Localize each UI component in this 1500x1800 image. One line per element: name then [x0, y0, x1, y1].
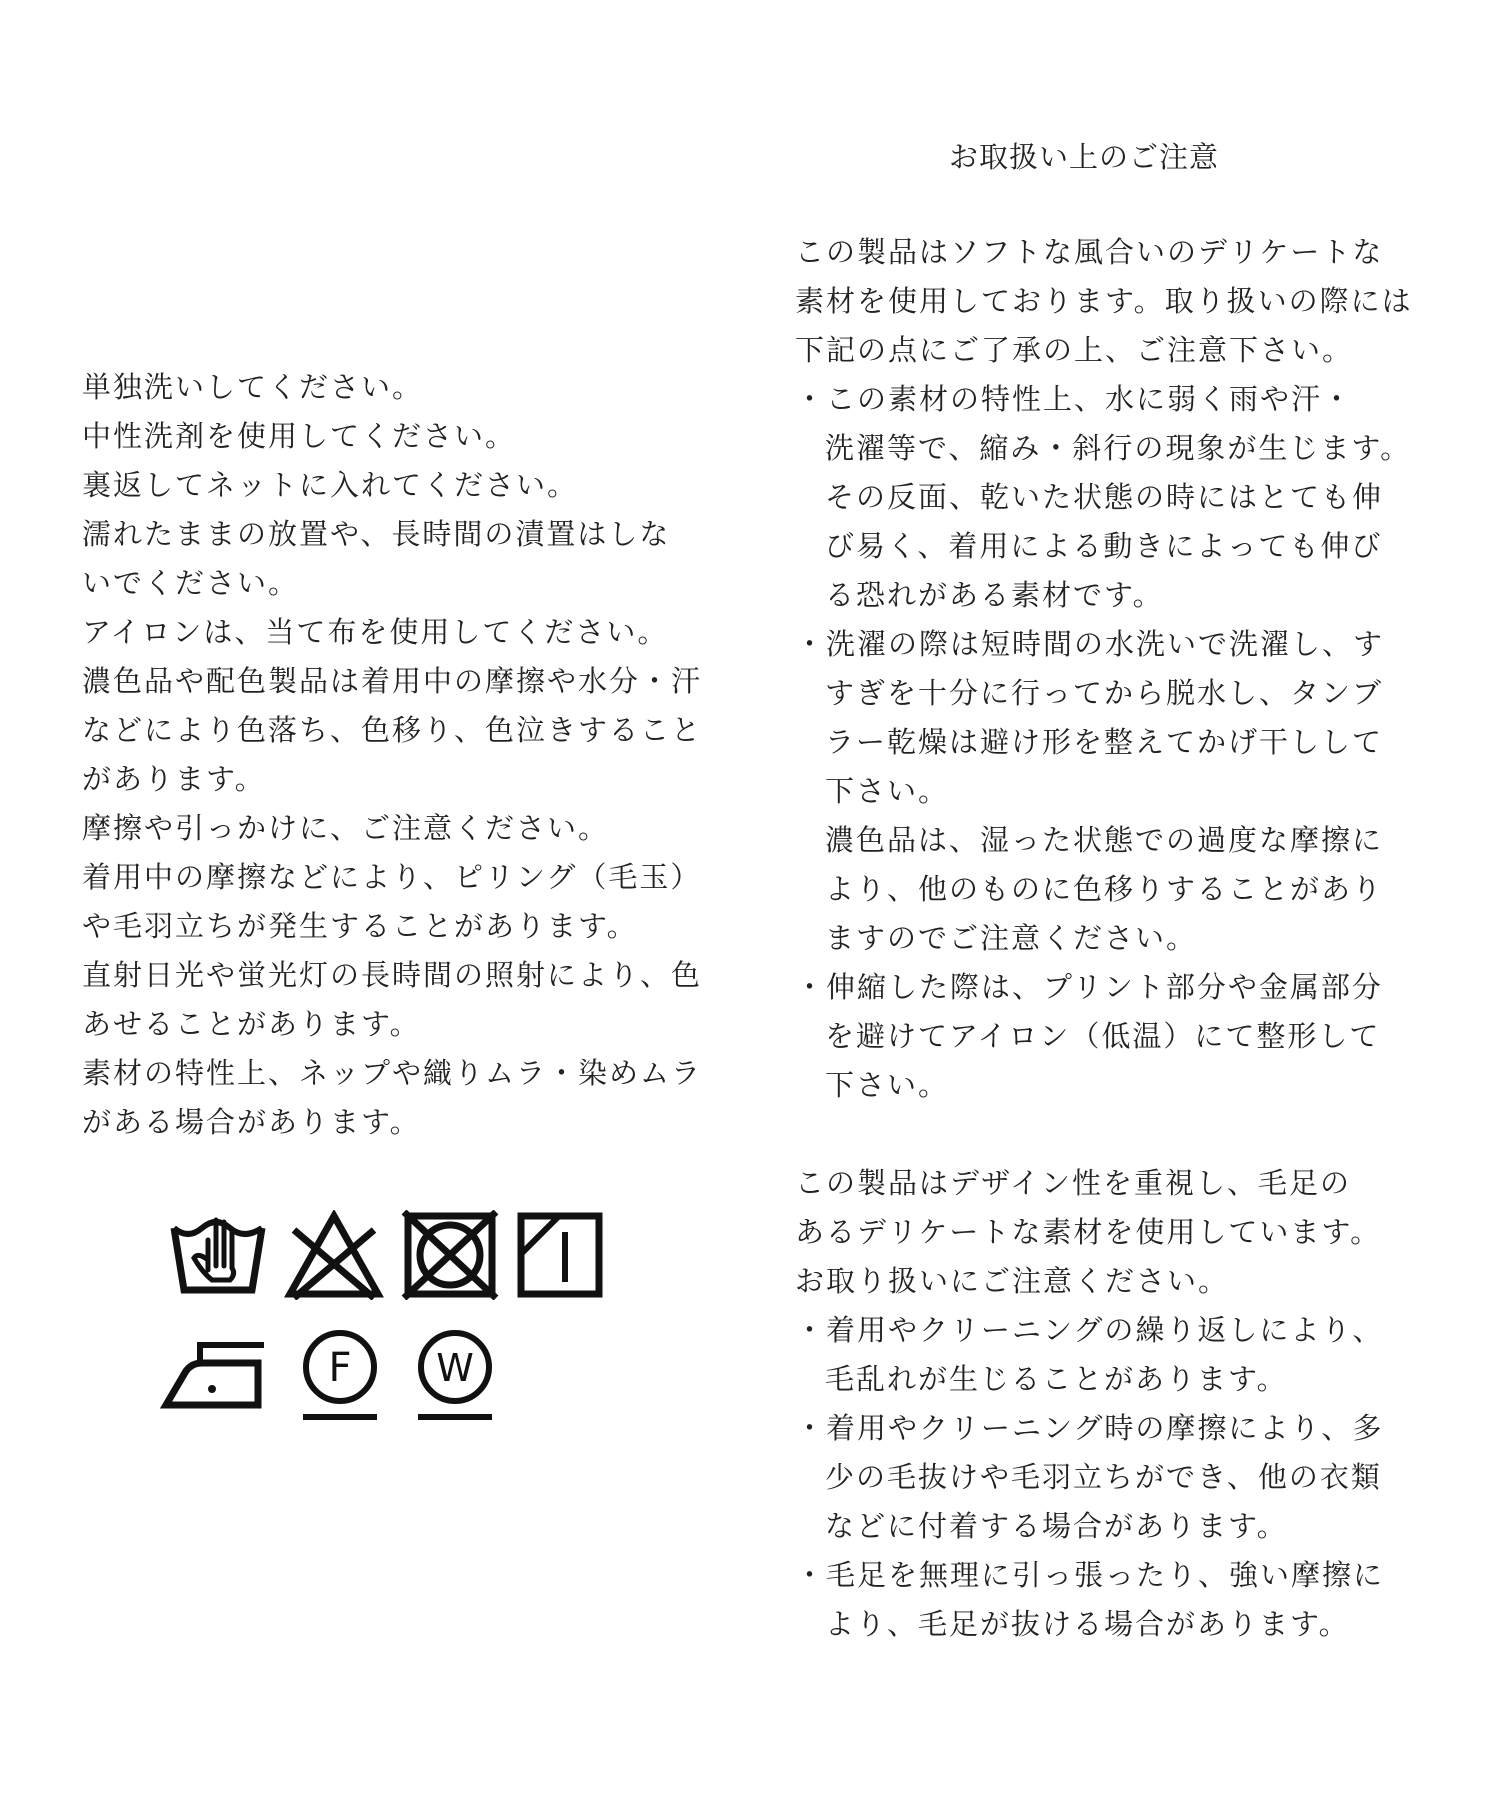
text-line: 直射日光や蛍光灯の長時間の照射により、色: [82, 958, 703, 992]
right-care-notes: [795, 228, 1445, 1649]
no-bleach-icon: [284, 1210, 384, 1300]
text-line: あるデリケートな素材を使用しています。: [795, 1215, 1382, 1249]
text-line: ラー乾燥は避け形を整えてかげ干しして: [825, 725, 1384, 759]
dry-clean-letter: F: [328, 1345, 352, 1391]
no-tumble-dry-icon: [400, 1210, 500, 1300]
text-line: 濃色品や配色製品は着用中の摩擦や水分・汗: [82, 664, 703, 698]
text-line: あせることがあります。: [82, 1007, 421, 1041]
text-line: お取り扱いにご注意ください。: [795, 1264, 1230, 1298]
bullet-line: ・着用やクリーニング時の摩擦により、多: [795, 1411, 1384, 1445]
bullet-line: ・洗濯の際は短時間の水洗いで洗濯し、す: [795, 627, 1385, 661]
text-line: 洗濯等で、縮み・斜行の現象が生じます。: [825, 431, 1412, 465]
text-line: 濃色品は、湿った状態での過度な摩擦に: [825, 823, 1384, 857]
text-line: 単独洗いしてください。: [82, 370, 424, 404]
iron-low-icon: [160, 1335, 270, 1415]
text-line: などに付着する場合があります。: [825, 1509, 1288, 1543]
text-line: を避けてアイロン（低温）にて整形して: [825, 1019, 1381, 1053]
hand-wash-icon: [168, 1200, 268, 1300]
text-line: 素材の特性上、ネップや織りムラ・染めムラ: [82, 1056, 703, 1090]
left-care-instructions: [82, 363, 722, 1147]
text-line: や毛羽立ちが発生することがあります。: [82, 909, 638, 943]
text-line: 裏返してネットに入れてください。: [82, 468, 579, 502]
text-line: より、毛足が抜ける場合があります。: [825, 1607, 1350, 1641]
wet-clean-letter: W: [436, 1346, 474, 1390]
text-line: び易く、着用による動きによっても伸び: [825, 529, 1383, 563]
wet-clean-w-icon: [410, 1325, 500, 1425]
bullet-line: ・伸縮した際は、プリント部分や金属部分: [795, 970, 1383, 1004]
bullet-line: ・毛足を無理に引っ張ったり、強い摩擦に: [795, 1558, 1385, 1592]
text-line: 濡れたままの放置や、長時間の漬置はしな: [82, 517, 671, 551]
text-line: がある場合があります。: [82, 1105, 421, 1139]
text-line: などにより色落ち、色移り、色泣きすること: [82, 713, 703, 747]
text-line: 下記の点にご了承の上、ご注意下さい。: [795, 333, 1354, 367]
line-dry-icon: [515, 1210, 605, 1300]
text-line: 着用中の摩擦などにより、ピリング（毛玉）: [82, 860, 702, 894]
text-line: すぎを十分に行ってから脱水し、タンブ: [825, 676, 1384, 710]
care-symbols: [160, 1200, 600, 1430]
text-line: 毛乱れが生じることがあります。: [825, 1362, 1288, 1396]
text-line: 摩擦や引っかけに、ご注意ください。: [82, 811, 610, 845]
text-line: より、他のものに色移りすることがあり: [825, 872, 1384, 906]
text-line: この製品はデザイン性を重視し、毛足の: [795, 1166, 1351, 1200]
text-line: いでください。: [82, 566, 300, 600]
text-line: 素材を使用しております。取り扱いの際には: [795, 284, 1413, 318]
text-line: この製品はソフトな風合いのデリケートな: [795, 235, 1384, 269]
text-line: があります。: [82, 762, 266, 796]
text-line: アイロンは、当て布を使用してください。: [82, 615, 669, 649]
bullet-line: ・この素材の特性上、水に弱く雨や汗・: [795, 382, 1354, 416]
text-line: 中性洗剤を使用してください。: [82, 419, 517, 453]
page-title: お取扱い上のご注意: [949, 140, 1220, 174]
dry-clean-f-icon: [295, 1325, 385, 1425]
text-line: ますのでご注意ください。: [825, 921, 1198, 955]
bullet-line: ・着用やクリーニングの繰り返しにより、: [795, 1313, 1384, 1347]
text-line: る恐れがある素材です。: [825, 578, 1164, 612]
text-line: 少の毛抜けや毛羽立ちができ、他の衣類: [825, 1460, 1382, 1494]
text-line: 下さい。: [825, 1068, 950, 1102]
text-line: その反面、乾いた状態の時にはとても伸: [825, 480, 1384, 514]
text-line: 下さい。: [825, 774, 950, 808]
